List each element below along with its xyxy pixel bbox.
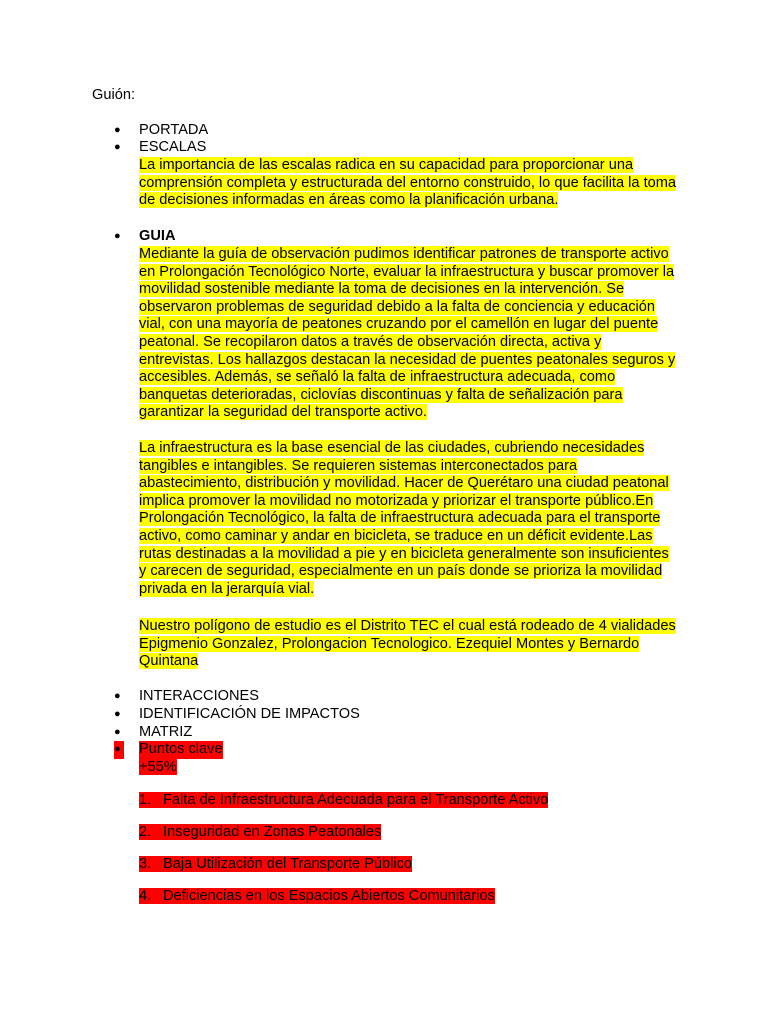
bullet-icon: ● xyxy=(114,690,121,702)
bullet-label: GUIA xyxy=(139,228,176,244)
item-text: Falta de Infraestructura Adecuada para el Transporte Activo xyxy=(163,792,549,808)
item-text: Baja Utilización del Transporte Público xyxy=(163,856,413,872)
guia-paragraph-3 xyxy=(139,618,679,671)
item-text: Inseguridad en Zonas Peatonales xyxy=(163,824,382,840)
guia-text-1: Mediante la guía de observación pudimos identificar patrones de transporte activo en Prolongación Tecnológico Norte, evaluar la infraestructura y buscar promover la movilidad sostenible mediante la toma de decisiones en la intervención. Se observaron problemas de seguridad debido a la falta de conciencia y educación vial, con una mayoría de peatones cruzando por el camellón en lugar del puente peatonal. Se recopilaron datos a través de observación directa, activa y entrevistas. Los hallazgos destacan la necesidad de puentes peatonales seguros y accesibles. Además, se señaló la falta de infraestructura adecuada, como banquetas deterioradas, ciclovías discontinuas y falta de señalización para garantizar la seguridad del transporte activo. xyxy=(139,246,676,421)
item-number: 2. xyxy=(139,824,152,840)
escalas-text: La importancia de las escalas radica en su capacidad para proporcionar una comprensión completa y estructurada del entorno construido, lo que facilita la toma de decisiones informadas en áreas como la planificación urbana. xyxy=(139,157,677,209)
guia-paragraph-1 xyxy=(139,246,679,422)
escalas-paragraph xyxy=(139,157,679,210)
puntos-stat-row xyxy=(139,759,177,777)
document-title: Guión: xyxy=(92,87,135,103)
numbered-item-1 xyxy=(139,792,548,810)
bullet-label: IDENTIFICACIÓN DE IMPACTOS xyxy=(139,706,360,722)
bullet-icon: ● xyxy=(114,741,124,759)
item-number: 3. xyxy=(139,856,152,872)
bullet-icon: ● xyxy=(114,708,121,720)
bullet-label: MATRIZ xyxy=(139,724,193,740)
bullet-label: INTERACCIONES xyxy=(139,688,260,704)
guia-text-2: La infraestructura es la base esencial de las ciudades, cubriendo necesidades tangibles e intangibles. Se requieren sistemas interconectados para abastecimiento, distribución y movilidad. Hacer de Querétaro una ciudad peatonal implica promover la movilidad no motorizada y priorizar el transporte público.En Prolongación Tecnológico, la falta de infraestructura adecuada para el transporte activo, como caminar y andar en bicicleta, se traduce en un déficit evidente.Las rutas destinadas a la movilidad a pie y en bicicleta generalmente son insuficientes y carecen de seguridad, especialmente en un país donde se prioriza la movilidad privada en la jerarquía vial. xyxy=(139,440,669,597)
item-number: 4. xyxy=(139,888,152,904)
puntos-stat: +55% xyxy=(139,759,177,775)
bullet-icon: ● xyxy=(114,141,121,153)
bullet-icon: ● xyxy=(114,124,121,136)
bullet-label: ESCALAS xyxy=(139,139,207,155)
guia-paragraph-2 xyxy=(139,440,679,598)
bullet-label: PORTADA xyxy=(139,122,209,138)
numbered-item-4 xyxy=(139,888,495,906)
item-text: Deficiencias en los Espacios Abiertos Comunitarios xyxy=(163,888,495,904)
bullet-icon: ● xyxy=(114,726,121,738)
item-number: 1. xyxy=(139,792,152,808)
numbered-item-2 xyxy=(139,824,381,842)
bullet-label: Puntos clave xyxy=(139,741,223,757)
numbered-item-3 xyxy=(139,856,412,874)
guia-text-3: Nuestro polígono de estudio es el Distrito TEC el cual está rodeado de 4 vialidades Epigmenio Gonzalez, Prolongacion Tecnologico. Ezequiel Montes y Bernardo Quintana xyxy=(139,618,676,670)
bullet-icon: ● xyxy=(114,230,121,242)
